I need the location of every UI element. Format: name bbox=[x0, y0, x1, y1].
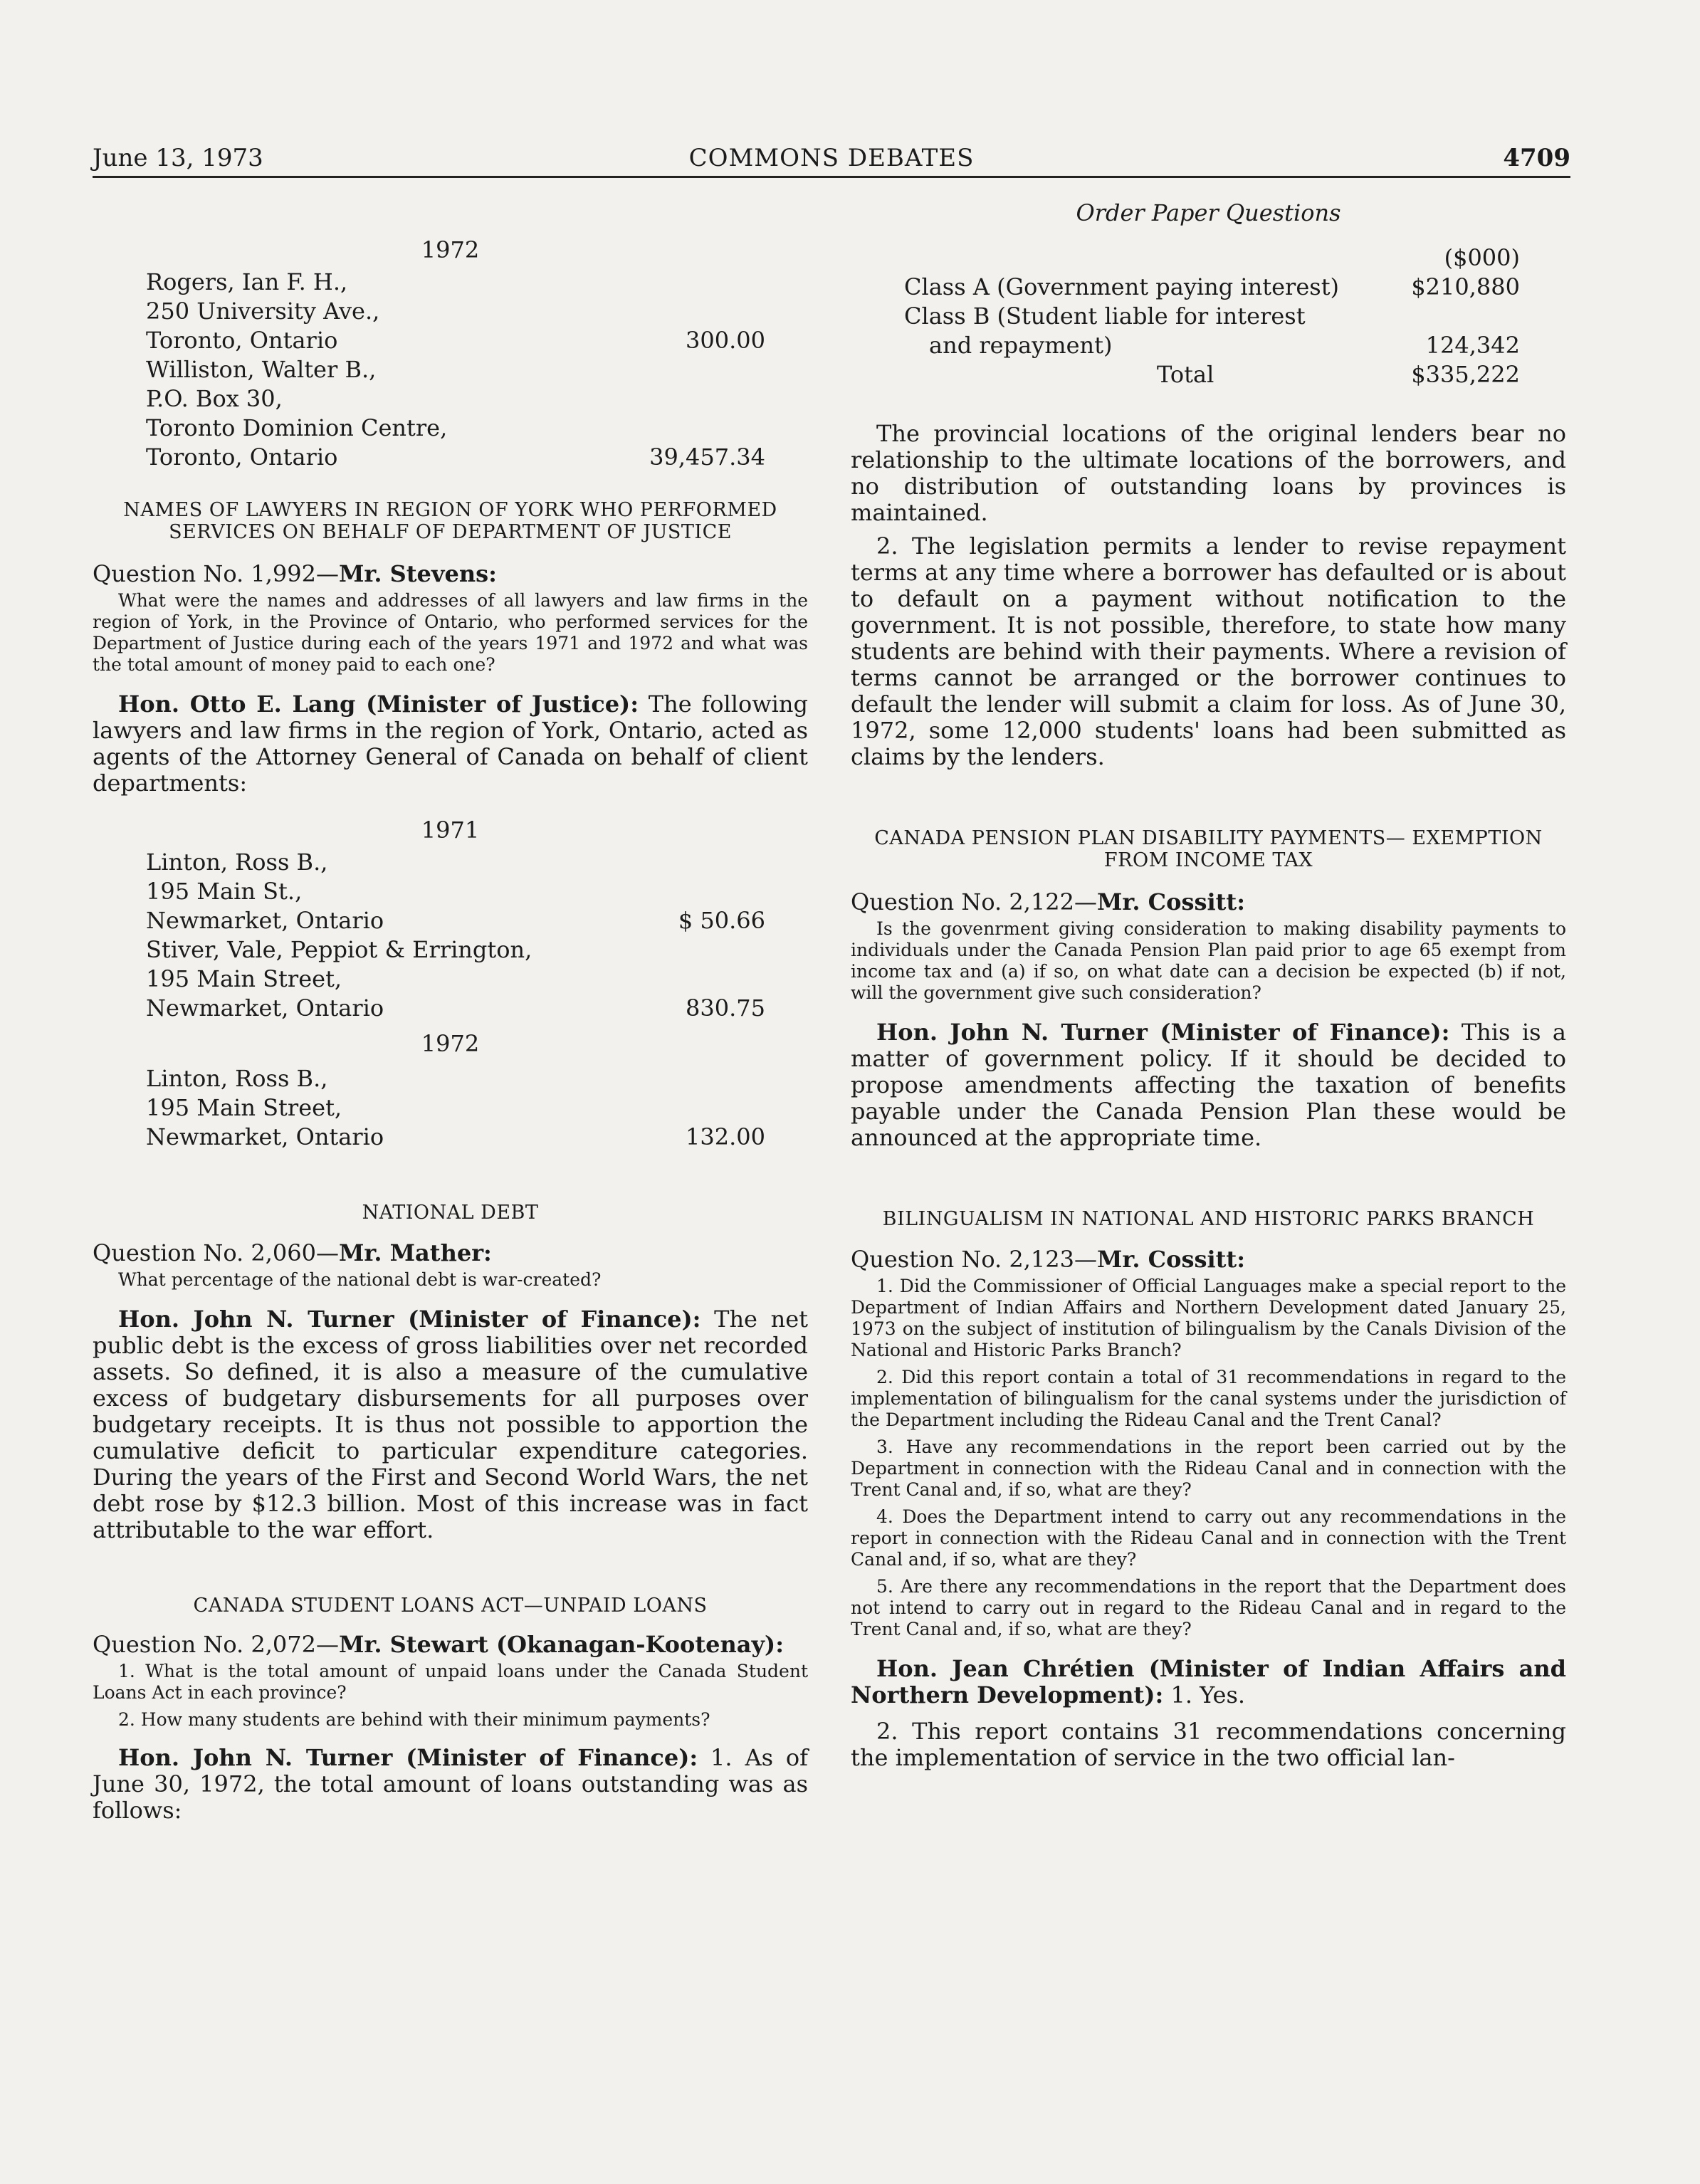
question-item: 4. Does the Department intend to carry out any recommendations in the report in connection with the Rideau Canal and in connection with the Trent Canal and, if so, what are they? bbox=[851, 1506, 1566, 1570]
answer-text: The following lawyers and law firms in the region of York, Ontario, acted as agents of the Attorney General of Canada on behalf of client departments: bbox=[93, 691, 809, 797]
row-value: $335,222 bbox=[1411, 361, 1520, 388]
right-column bbox=[851, 199, 1566, 1771]
payment-entry bbox=[93, 935, 808, 1023]
entry-line: Stiver, Vale, Peppiot & Errington, bbox=[146, 936, 532, 963]
answer-text: The net public debt is the excess of gross liabilities over net recorded assets. So defined, it is also a measure of the cumulative excess of budgetary disbursements for all purposes over budgetary receipts. It is thus not possible to apportion the cumulative deficit to particular expenditure categories. During the years of the First and Second World Wars, the net debt rose by $12.3 billion. Most of this increase was in fact attributable to the war effort. bbox=[93, 1306, 809, 1543]
entry-amount: $ 50.66 bbox=[678, 907, 765, 934]
left-column bbox=[93, 221, 808, 1824]
speaker-name: Hon. Otto E. Lang (Minister of Justice): bbox=[118, 691, 639, 718]
page-header bbox=[93, 144, 1570, 178]
question-member: Mr. Cossitt: bbox=[1097, 1246, 1245, 1273]
question-item: 2. Did this report contain a total of 31 recommendations in regard to the implementation of bilingualism for the canal systems under the jurisdiction of the Department including the Rideau Canal and the Trent Canal? bbox=[851, 1367, 1566, 1430]
body-paragraph: 2. This report contains 31 recommendations concerning the implementation of service in the two official lan- bbox=[851, 1718, 1566, 1771]
unit-label: ($000) bbox=[1444, 244, 1520, 271]
question-text: 1. What is the total amount of unpaid loans under the Canada Student Loans Act in each province? bbox=[93, 1661, 808, 1703]
question-text: 2. How many students are behind with their minimum payments? bbox=[118, 1709, 710, 1730]
section-heading-cpp: CANADA PENSION PLAN DISABILITY PAYMENTS— EXEMPTION FROM INCOME TAX bbox=[874, 827, 1543, 871]
speaker-name: Hon. John N. Turner (Minister of Finance): bbox=[876, 1019, 1450, 1046]
entry-line: Toronto Dominion Centre, bbox=[146, 414, 448, 441]
answer-text: This is a matter of government policy. If it should be decided to propose amendments affecting the taxation of benefits payable under the Canada Pension Plan these would be announced at the appropriate time. bbox=[851, 1019, 1567, 1151]
header-date: June 13, 1973 bbox=[93, 144, 263, 172]
question-text: What were the names and addresses of all lawyers and law firms in the region of York, in the Province of Ontario, who performed services for the Department of Justice during each of the years 1971 and 1972 and what was the total amount of money paid to each one? bbox=[93, 590, 808, 675]
answer-paragraph bbox=[851, 1019, 1566, 1151]
row-label: Total bbox=[1157, 361, 1214, 388]
section-heading-lawyers: NAMES OF LAWYERS IN REGION OF YORK WHO PERFORMED SERVICES ON BEHALF OF DEPARTMENT OF JUSTICE bbox=[123, 499, 777, 543]
header-page-number: 4709 bbox=[1503, 144, 1570, 172]
question-number: Question No. 2,072— bbox=[93, 1631, 339, 1658]
answer-text: 1. Yes. bbox=[1163, 1681, 1246, 1708]
question-title bbox=[93, 1631, 808, 1658]
entry-line: Rogers, Ian F. H., bbox=[146, 268, 348, 295]
answer-paragraph bbox=[93, 1745, 808, 1824]
question-number: Question No. 1,992— bbox=[93, 560, 339, 587]
section-heading-parks: BILINGUALISM IN NATIONAL AND HISTORIC PARKS BRANCH bbox=[882, 1208, 1535, 1230]
question-title bbox=[851, 1246, 1566, 1273]
row-label: Class B (Student liable for interest bbox=[904, 303, 1306, 330]
entry-amount: 132.00 bbox=[686, 1123, 765, 1150]
table-row bbox=[851, 302, 1566, 331]
question-item: 1. Did the Commissioner of Official Languages make a special report to the Department of Indian Affairs and Northern Development dated January 25, 1973 on the subject of institution of bilingualism by the Canals Division of the National and Historic Parks Branch? bbox=[851, 1276, 1566, 1360]
question-number: Question No. 2,060— bbox=[93, 1239, 339, 1266]
question-member: Mr. Stevens: bbox=[339, 560, 497, 587]
speaker-name: Hon. John N. Turner (Minister of Finance): bbox=[118, 1744, 698, 1771]
header-title: COMMONS DEBATES bbox=[688, 144, 975, 172]
entry-line: Toronto, Ontario bbox=[146, 327, 338, 354]
question-member: Mr. Stewart (Okanagan-Kootenay): bbox=[339, 1631, 784, 1658]
entry-line: Linton, Ross B., bbox=[146, 849, 328, 876]
question-number: Question No. 2,123— bbox=[851, 1246, 1097, 1273]
speaker-name: Hon. John N. Turner (Minister of Finance): bbox=[118, 1306, 701, 1333]
entry-line: P.O. Box 30, bbox=[146, 385, 283, 412]
payment-entry bbox=[93, 848, 808, 935]
table-row bbox=[851, 243, 1566, 273]
year-heading: 1972 bbox=[421, 236, 480, 263]
entry-line: Linton, Ross B., bbox=[146, 1065, 328, 1092]
entry-line: 195 Main Street, bbox=[146, 965, 342, 992]
table-row bbox=[851, 331, 1566, 360]
question-item: 5. Are there any recommendations in the report that the Department does not intend to carry out in regard to the Rideau Canal and in regard to the Trent Canal and, if so, what are they? bbox=[851, 1576, 1566, 1639]
row-value: 124,342 bbox=[1425, 332, 1520, 359]
row-label: and repayment) bbox=[929, 332, 1113, 359]
table-row bbox=[851, 360, 1566, 389]
question-text: Is the govenrment giving consideration to making disability payments to individuals under the Canada Pension Plan paid prior to age 65 exempt from income tax and (a) if so, on what date can a decision be expected (b) if not, will the government give such consideration? bbox=[851, 918, 1566, 1003]
question-member: Mr. Mather: bbox=[339, 1239, 492, 1266]
entry-line: 195 Main St., bbox=[146, 878, 303, 905]
payment-entry bbox=[93, 268, 808, 355]
table-row bbox=[851, 273, 1566, 302]
question-title bbox=[93, 560, 808, 587]
answer-paragraph bbox=[93, 1306, 808, 1543]
row-label: Class A (Government paying interest) bbox=[904, 273, 1340, 300]
year-heading: 1972 bbox=[421, 1030, 480, 1057]
speaker-name: Hon. Jean Chrétien (Minister of Indian Affairs and Northern Development): bbox=[851, 1655, 1566, 1708]
row-value: $210,880 bbox=[1411, 273, 1520, 300]
entry-amount: 830.75 bbox=[686, 994, 765, 1022]
body-paragraph: 2. The legislation permits a lender to revise repayment terms at any time where a borrower has defaulted or is about to default on a payment without notification to the government. It is not possible, therefore, to state how many students are behind with their payments. Where a revision of terms cannot be arranged or the borrower continues to default the lender will submit a claim for loss. As of June 30, 1972, some 12,000 students' loans had been submitted as claims by the lenders. bbox=[851, 532, 1566, 770]
entry-line: Williston, Walter B., bbox=[146, 356, 377, 383]
year-heading: 1971 bbox=[421, 817, 480, 844]
loans-table bbox=[851, 243, 1566, 389]
section-heading-loans: CANADA STUDENT LOANS ACT—UNPAID LOANS bbox=[193, 1595, 708, 1617]
answer-paragraph bbox=[851, 1656, 1566, 1708]
entry-amount: 39,457.34 bbox=[649, 443, 765, 471]
entry-line: 250 University Ave., bbox=[146, 298, 380, 325]
entry-line: Newmarket, Ontario bbox=[146, 994, 384, 1022]
question-number: Question No. 2,122— bbox=[851, 888, 1097, 915]
payment-entry bbox=[93, 1064, 808, 1152]
entry-line: Newmarket, Ontario bbox=[146, 1123, 384, 1150]
entry-line: Newmarket, Ontario bbox=[146, 907, 384, 934]
section-heading-debt: NATIONAL DEBT bbox=[362, 1202, 539, 1224]
section-title: Order Paper Questions bbox=[1076, 199, 1341, 226]
entry-line: 195 Main Street, bbox=[146, 1094, 342, 1121]
entry-amount: 300.00 bbox=[686, 327, 765, 354]
answer-text: 1. As of June 30, 1972, the total amount of loans outstanding was as follows: bbox=[93, 1744, 809, 1824]
payment-entry bbox=[93, 355, 808, 472]
answer-paragraph bbox=[93, 691, 808, 797]
question-item: 3. Have any recommendations in the report been carried out by the Department in connection with the Rideau Canal and in connection with the Trent Canal and, if so, what are they? bbox=[851, 1437, 1566, 1500]
body-paragraph: The provincial locations of the original lenders bear no relationship to the ultimate locations of the borrowers, and no distribution of outstanding loans by provinces is maintained. bbox=[851, 420, 1566, 526]
entry-line: Toronto, Ontario bbox=[146, 443, 338, 471]
question-member: Mr. Cossitt: bbox=[1097, 888, 1245, 915]
question-title bbox=[851, 888, 1566, 915]
question-title bbox=[93, 1239, 808, 1266]
question-text: What percentage of the national debt is war-created? bbox=[118, 1269, 602, 1290]
